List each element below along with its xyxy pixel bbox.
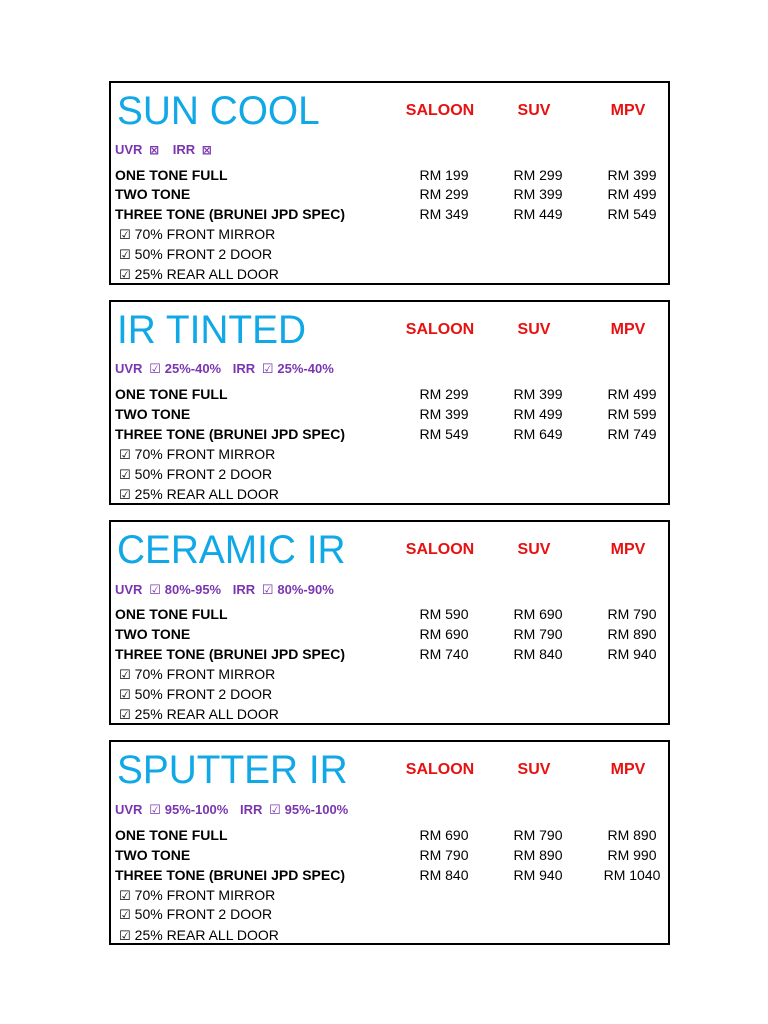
price-mpv: RM 790 — [607, 606, 657, 622]
spec-line — [115, 142, 222, 157]
check-box-icon: ☑ — [261, 582, 274, 597]
price-saloon: RM 590 — [419, 606, 469, 622]
tier-label: THREE TONE (BRUNEI JPD SPEC) — [115, 426, 345, 442]
uvr-label: UVR — [115, 361, 143, 376]
check-box-icon: ☑ — [119, 687, 131, 702]
tier-row-three — [115, 426, 668, 446]
price-suv: RM 649 — [513, 426, 563, 442]
tier-label: TWO TONE — [115, 626, 191, 642]
price-card-ir-tinted — [109, 300, 670, 505]
check-box-icon: ☑ — [268, 802, 281, 817]
header-saloon: SALOON — [405, 541, 475, 558]
tier-label: ONE TONE FULL — [115, 827, 228, 843]
feature-front-door: ☑ 50% FRONT 2 DOOR — [119, 466, 273, 482]
price-mpv: RM 890 — [607, 827, 657, 843]
price-suv: RM 499 — [513, 406, 563, 422]
tier-label: THREE TONE (BRUNEI JPD SPEC) — [115, 206, 345, 222]
tier-label: ONE TONE FULL — [115, 386, 228, 402]
price-suv: RM 690 — [513, 606, 563, 622]
price-suv: RM 449 — [513, 206, 563, 222]
check-box-icon: ☑ — [119, 467, 131, 482]
header-suv: SUV — [517, 321, 551, 338]
price-card-sun-cool — [109, 81, 670, 285]
check-box-icon: ☑ — [119, 907, 131, 922]
price-mpv: RM 599 — [607, 406, 657, 422]
tier-row-three — [115, 867, 668, 887]
tier-label: THREE TONE (BRUNEI JPD SPEC) — [115, 867, 345, 883]
feature-front-door: ☑ 50% FRONT 2 DOOR — [119, 906, 273, 922]
check-box-icon: ☑ — [149, 582, 161, 597]
feature-rear-door: ☑ 25% REAR ALL DOOR — [119, 706, 279, 722]
price-saloon: RM 690 — [419, 827, 469, 843]
header-saloon: SALOON — [405, 321, 475, 338]
card-title: IR TINTED — [117, 308, 306, 352]
header-saloon: SALOON — [405, 102, 475, 119]
price-suv: RM 399 — [513, 186, 563, 202]
check-box-icon: ☑ — [149, 361, 161, 376]
tier-row-two — [115, 626, 668, 646]
feature-front-mirror: ☑ 70% FRONT MIRROR — [119, 226, 276, 242]
price-saloon: RM 299 — [419, 186, 469, 202]
feature-rear-door: ☑ 25% REAR ALL DOOR — [119, 266, 279, 282]
uvr-label: UVR — [115, 802, 143, 817]
irr-value: 25%-40% — [277, 361, 334, 376]
price-saloon: RM 740 — [419, 646, 469, 662]
price-mpv: RM 890 — [607, 626, 657, 642]
header-suv: SUV — [517, 761, 551, 778]
price-saloon: RM 790 — [419, 847, 469, 863]
spec-line — [115, 361, 334, 377]
price-suv: RM 790 — [513, 626, 563, 642]
tier-label: TWO TONE — [115, 406, 191, 422]
feature-front-mirror: ☑ 70% FRONT MIRROR — [119, 446, 276, 462]
price-card-sputter-ir — [109, 740, 670, 945]
price-mpv: RM 940 — [607, 646, 657, 662]
price-suv: RM 940 — [513, 867, 563, 883]
spec-line — [115, 582, 334, 598]
feature-front-mirror: ☑ 70% FRONT MIRROR — [119, 666, 276, 682]
price-mpv: RM 499 — [607, 186, 657, 202]
uvr-value: 80%-95% — [164, 582, 222, 597]
feature-rear-door: ☑ 25% REAR ALL DOOR — [119, 486, 279, 502]
tier-label: ONE TONE FULL — [115, 167, 228, 183]
x-box-icon: ⊠ — [149, 143, 160, 157]
tier-label: TWO TONE — [115, 847, 191, 863]
price-saloon: RM 549 — [419, 426, 469, 442]
feature-front-door: ☑ 50% FRONT 2 DOOR — [119, 686, 273, 702]
feature-front-mirror: ☑ 70% FRONT MIRROR — [119, 887, 276, 903]
tier-label: TWO TONE — [115, 186, 191, 202]
price-mpv: RM 549 — [607, 206, 657, 222]
price-saloon: RM 299 — [419, 386, 469, 402]
header-mpv: MPV — [610, 761, 646, 778]
header-mpv: MPV — [610, 321, 646, 338]
price-mpv: RM 990 — [607, 847, 657, 863]
tier-row-one — [115, 386, 668, 406]
irr-value: 95%-100% — [284, 802, 349, 817]
tier-label: ONE TONE FULL — [115, 606, 228, 622]
check-box-icon: ☑ — [261, 361, 274, 376]
tier-row-two — [115, 847, 668, 867]
irr-label: IRR — [232, 361, 256, 376]
tier-row-two — [115, 186, 668, 206]
check-box-icon: ☑ — [119, 267, 131, 282]
price-saloon: RM 690 — [419, 626, 469, 642]
price-suv: RM 399 — [513, 386, 563, 402]
tier-row-three — [115, 646, 668, 666]
price-mpv: RM 499 — [607, 386, 657, 402]
irr-label: IRR — [172, 142, 196, 157]
check-box-icon: ☑ — [149, 802, 161, 817]
feature-rear-door: ☑ 25% REAR ALL DOOR — [119, 927, 279, 943]
price-suv: RM 890 — [513, 847, 563, 863]
price-suv: RM 790 — [513, 827, 563, 843]
x-box-icon: ⊠ — [201, 143, 212, 157]
irr-value: 80%-90% — [277, 582, 334, 597]
price-saloon: RM 199 — [419, 167, 469, 183]
price-saloon: RM 349 — [419, 206, 469, 222]
feature-front-door: ☑ 50% FRONT 2 DOOR — [119, 246, 273, 262]
check-box-icon: ☑ — [119, 928, 131, 943]
uvr-value: 95%-100% — [164, 802, 229, 817]
check-box-icon: ☑ — [119, 247, 131, 262]
uvr-value: 25%-40% — [164, 361, 222, 376]
tier-row-three — [115, 206, 668, 226]
check-box-icon: ☑ — [119, 447, 131, 462]
header-suv: SUV — [517, 541, 551, 558]
card-title: SUN COOL — [117, 89, 320, 133]
header-mpv: MPV — [610, 102, 646, 119]
card-title: CERAMIC IR — [117, 528, 346, 572]
tier-label: THREE TONE (BRUNEI JPD SPEC) — [115, 646, 345, 662]
tier-row-two — [115, 406, 668, 426]
header-saloon: SALOON — [405, 761, 475, 778]
spec-line — [115, 802, 348, 818]
check-box-icon: ☑ — [119, 667, 131, 682]
header-mpv: MPV — [610, 541, 646, 558]
tier-row-one — [115, 606, 668, 626]
uvr-label: UVR — [115, 582, 143, 597]
irr-label: IRR — [232, 582, 256, 597]
price-mpv: RM 749 — [607, 426, 657, 442]
tier-row-one — [115, 167, 668, 187]
irr-label: IRR — [239, 802, 263, 817]
price-saloon: RM 399 — [419, 406, 469, 422]
price-suv: RM 299 — [513, 167, 563, 183]
card-title: SPUTTER IR — [117, 748, 348, 792]
price-suv: RM 840 — [513, 646, 563, 662]
uvr-label: UVR — [115, 142, 143, 157]
header-suv: SUV — [517, 102, 551, 119]
price-mpv: RM 399 — [607, 167, 657, 183]
price-card-ceramic-ir — [109, 520, 670, 725]
check-box-icon: ☑ — [119, 227, 131, 242]
tier-row-one — [115, 827, 668, 847]
check-box-icon: ☑ — [119, 487, 131, 502]
price-saloon: RM 840 — [419, 867, 469, 883]
check-box-icon: ☑ — [119, 707, 131, 722]
price-mpv: RM 1040 — [603, 867, 661, 883]
check-box-icon: ☑ — [119, 888, 131, 903]
